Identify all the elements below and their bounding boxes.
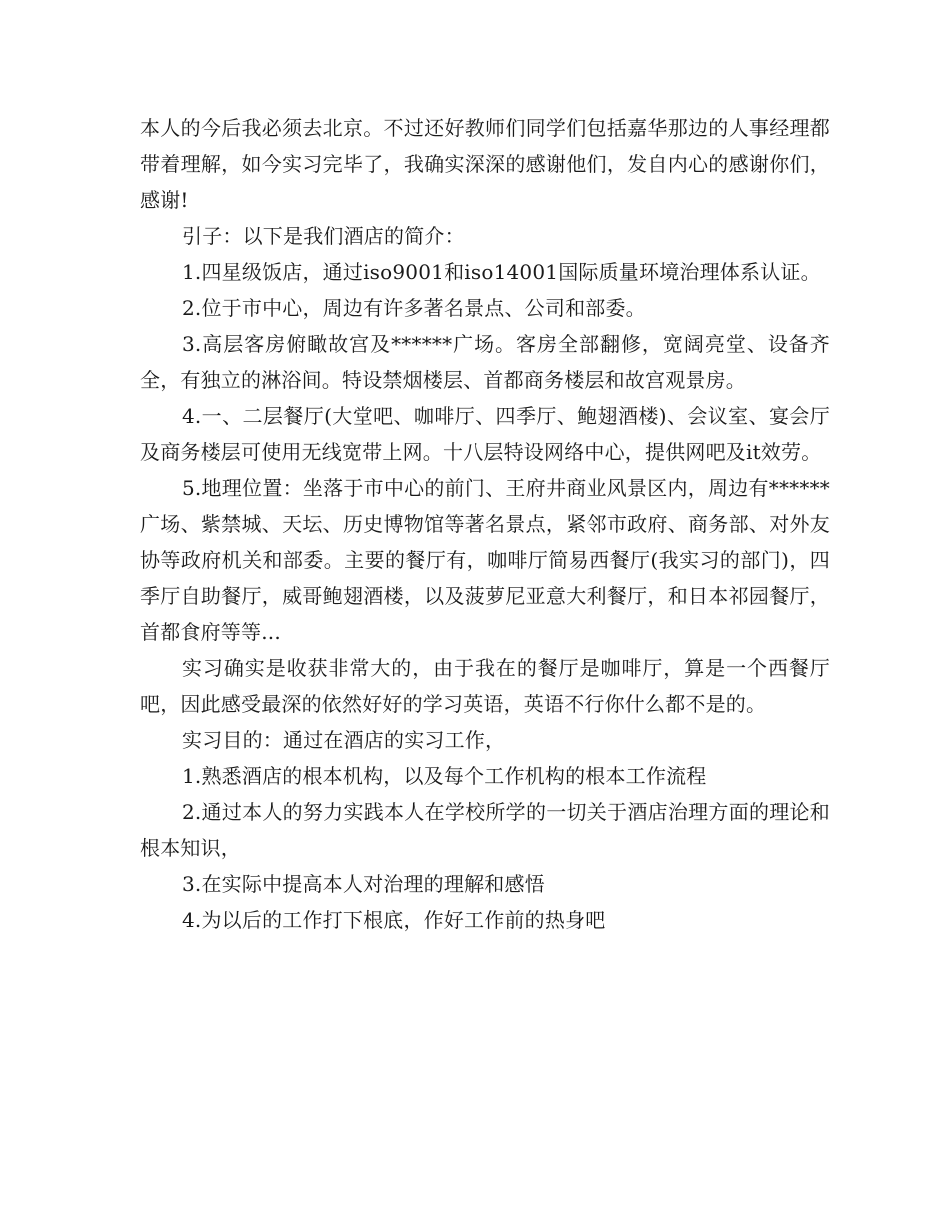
paragraph-item-1: 1.四星级饭店，通过iso9001和iso14001国际质量环境治理体系认证。 — [182, 260, 821, 284]
paragraph-purpose-3: 3.在实际中提高本人对治理的理解和感悟 — [182, 872, 545, 896]
paragraph-item-4: 4.一、二层餐厅(大堂吧、咖啡厅、四季厅、鲍翅酒楼)、会议室、宴会厅及商务楼层可使用无线宽带上网。十八层特设网络中心，提供网吧及it效劳。 — [140, 404, 830, 464]
paragraph-item-2: 2.位于市中心，周边有许多著名景点、公司和部委。 — [182, 296, 646, 320]
paragraph-reflection: 实习确实是收获非常大的，由于我在的餐厅是咖啡厅，算是一个西餐厅吧，因此感受最深的依然好好的学习英语，英语不行你什么都不是的。 — [140, 656, 830, 716]
paragraph-1: 本人的今后我必须去北京。不过还好教师们同学们包括嘉华那边的人事经理都带着理解，如今实习完毕了，我确实深深的感谢他们，发自内心的感谢你们，感谢! — [140, 116, 830, 212]
paragraph-item-5: 5.地理位置：坐落于市中心的前门、王府井商业风景区内，周边有******广场、紫禁城、天坛、历史博物馆等著名景点，紧邻市政府、商务部、对外友协等政府机关和部委。主要的餐厅有，咖啡厅简易西餐厅(我实习的部门)，四季厅自助餐厅，威哥鲍翅酒楼，以及菠萝尼亚意大利餐厅，和日本祁园餐厅，首都食府等等... — [140, 476, 830, 644]
paragraph-purpose-4: 4.为以后的工作打下根底，作好工作前的热身吧 — [182, 908, 606, 932]
document-body — [140, 110, 830, 938]
paragraph-intro: 引子：以下是我们酒店的简介： — [182, 224, 465, 248]
paragraph-purpose: 实习目的：通过在酒店的实习工作， — [182, 728, 506, 752]
paragraph-item-3: 3.高层客房俯瞰故宫及******广场。客房全部翻修，宽阔亮堂、设备齐全，有独立的淋浴间。特设禁烟楼层、首都商务楼层和故宫观景房。 — [140, 332, 830, 392]
paragraph-purpose-2: 2.通过本人的努力实践本人在学校所学的一切关于酒店治理方面的理论和根本知识， — [140, 800, 830, 860]
paragraph-purpose-1: 1.熟悉酒店的根本机构，以及每个工作机构的根本工作流程 — [182, 764, 707, 788]
